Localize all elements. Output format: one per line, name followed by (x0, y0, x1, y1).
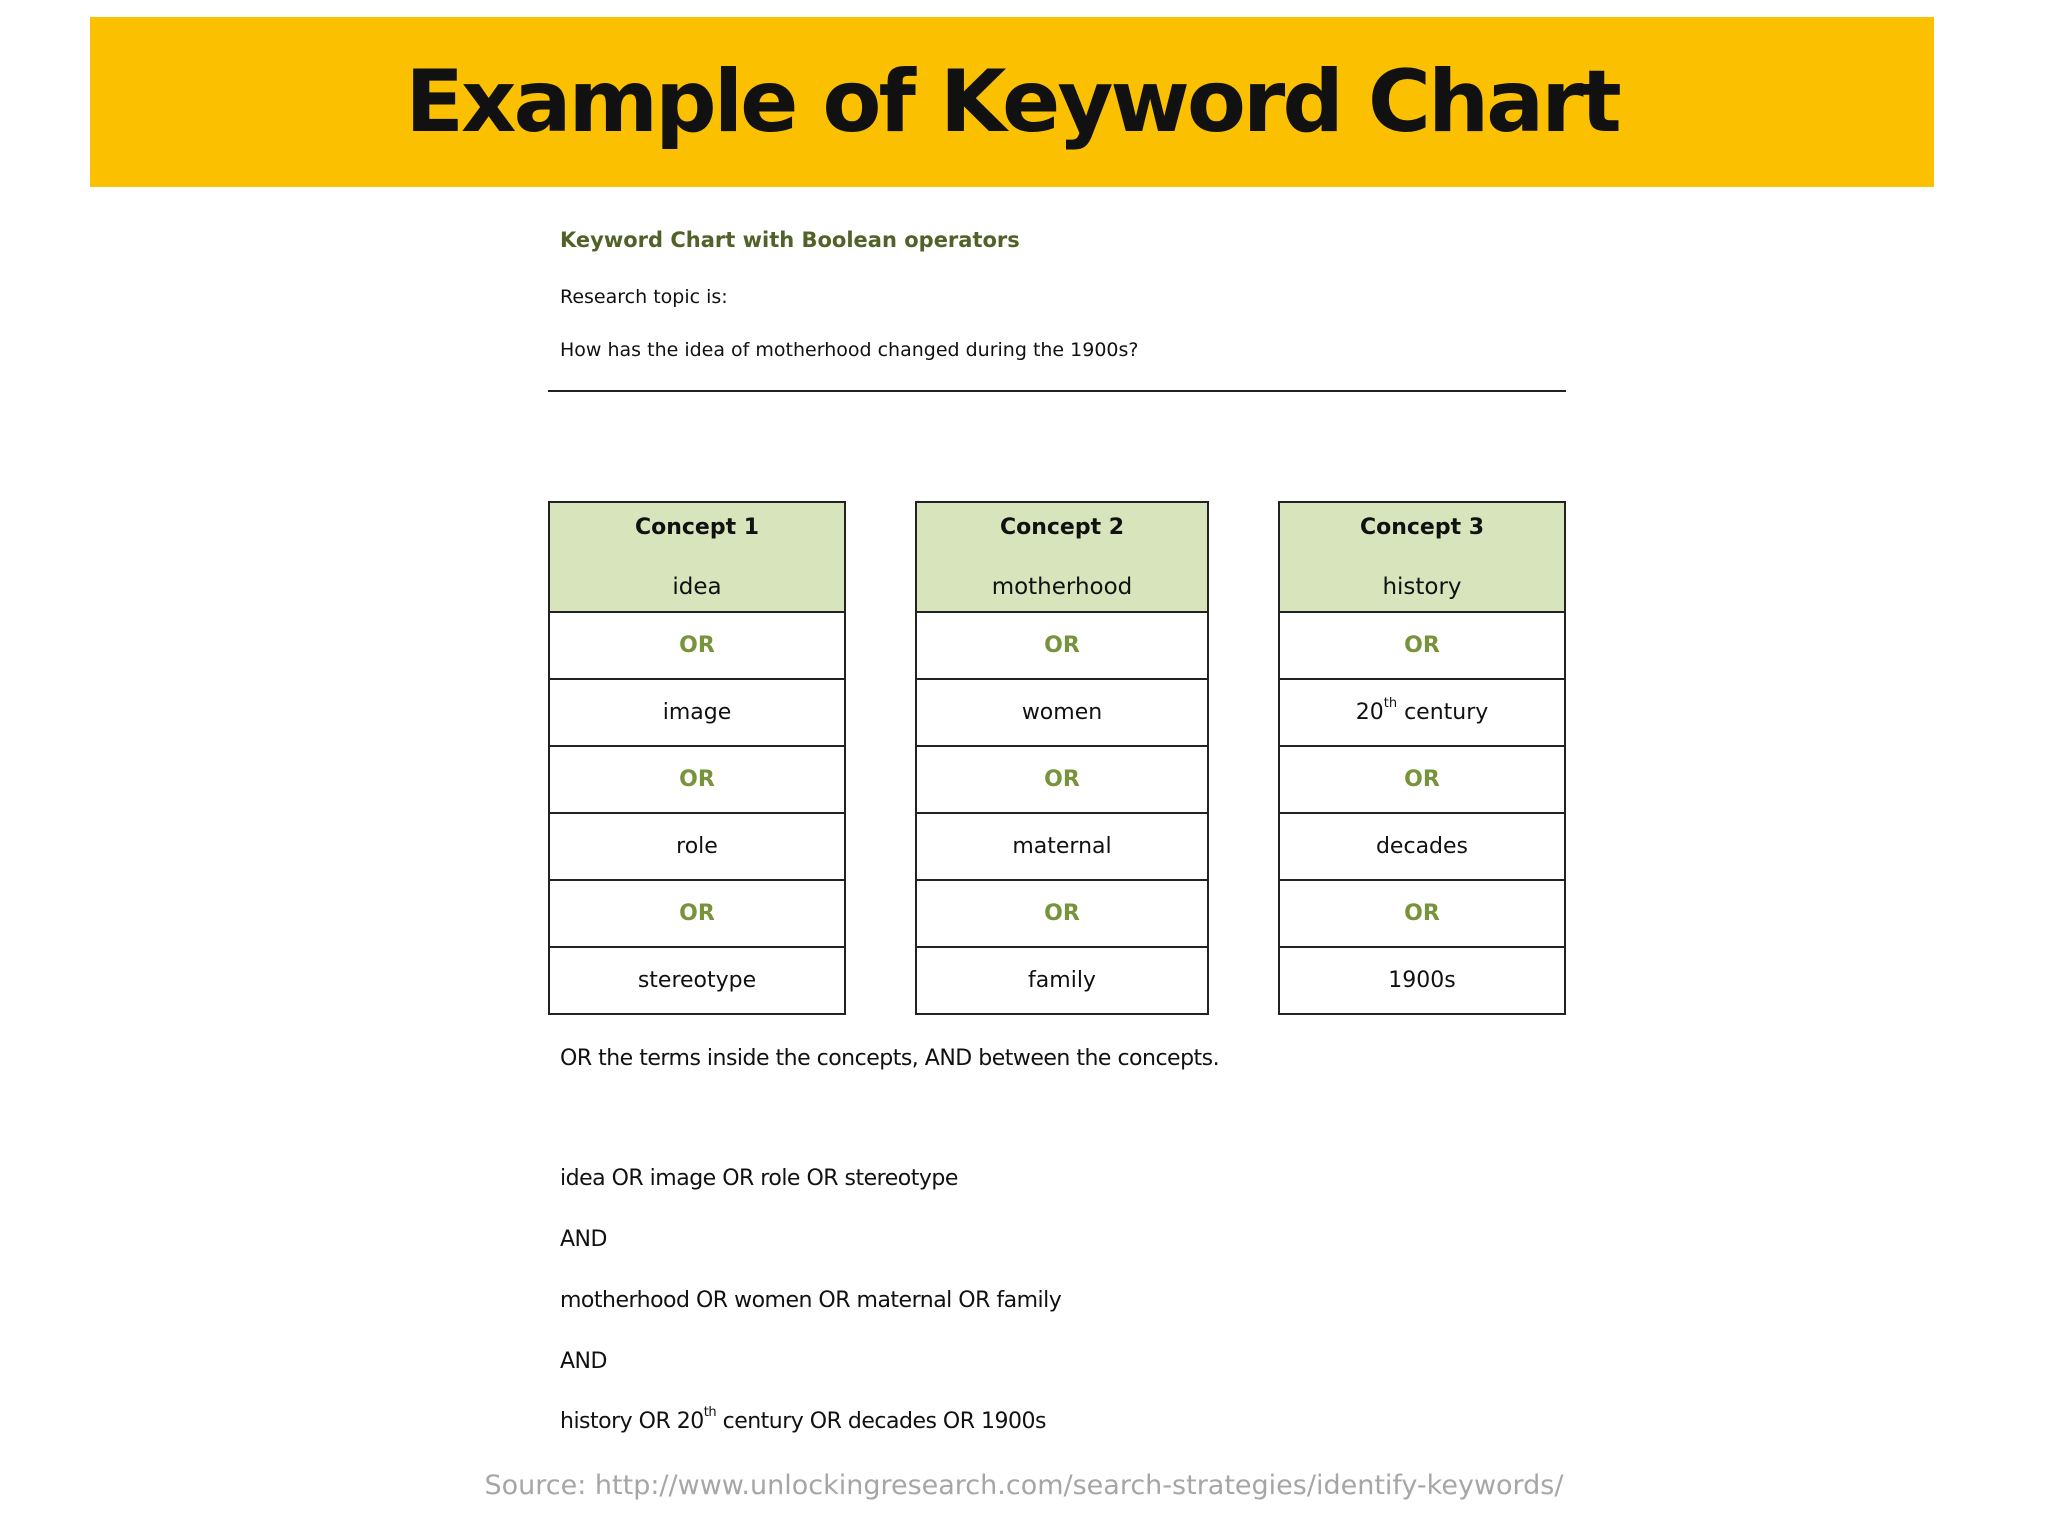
research-topic-label: Research topic is: (560, 286, 728, 308)
term-cell: maternal (916, 813, 1208, 880)
term-cell: women (916, 679, 1208, 746)
concept-2-table (915, 501, 1209, 1015)
query-and-2: AND (560, 1349, 607, 1374)
term-cell-20th-century (1279, 679, 1565, 746)
concept-3-header (1279, 502, 1565, 612)
query-line-3-end: century OR decades OR 1900s (716, 1409, 1046, 1434)
operator-cell: OR (916, 612, 1208, 679)
operator-cell: OR (1279, 612, 1565, 679)
query-line-3 (560, 1405, 1046, 1434)
instruction-text: OR the terms inside the concepts, AND between the concepts. (560, 1046, 1220, 1071)
term-number: 20 (1355, 700, 1384, 725)
operator-cell: OR (549, 746, 845, 813)
query-line-3-start: history OR 20 (560, 1409, 704, 1434)
ordinal-superscript: th (1383, 696, 1398, 711)
source-citation: Source: http://www.unlockingresearch.com/search-strategies/identify-keywords/ (484, 1470, 1564, 1501)
term-cell: family (916, 947, 1208, 1014)
query-line-2: motherhood OR women OR maternal OR family (560, 1288, 1062, 1313)
concept-1-heading: Concept 1 (634, 515, 760, 540)
ordinal-superscript: th (703, 1405, 717, 1420)
operator-cell: OR (916, 880, 1208, 947)
query-and-1: AND (560, 1227, 607, 1252)
slide-title: Example of Keyword Chart (405, 52, 1619, 152)
term-cell: 1900s (1279, 947, 1565, 1014)
concept-1-term: idea (672, 574, 722, 600)
term-word: century (1404, 700, 1489, 725)
operator-cell: OR (549, 612, 845, 679)
term-cell: stereotype (549, 947, 845, 1014)
term-cell: image (549, 679, 845, 746)
concept-2-header (916, 502, 1208, 612)
query-line-1: idea OR image OR role OR stereotype (560, 1166, 958, 1191)
horizontal-rule (548, 390, 1566, 392)
concept-2-term: motherhood (991, 574, 1133, 600)
concept-1-header (549, 502, 845, 612)
chart-subtitle: Keyword Chart with Boolean operators (560, 228, 1020, 252)
concept-3-heading: Concept 3 (1359, 515, 1485, 540)
research-question: How has the idea of motherhood changed during the 1900s? (560, 339, 1139, 361)
title-band (90, 17, 1934, 187)
operator-cell: OR (549, 880, 845, 947)
term-cell: role (549, 813, 845, 880)
operator-cell: OR (1279, 746, 1565, 813)
term-cell: decades (1279, 813, 1565, 880)
concept-3-table (1278, 501, 1566, 1015)
concept-3-term: history (1382, 574, 1462, 600)
concept-2-heading: Concept 2 (999, 515, 1125, 540)
operator-cell: OR (1279, 880, 1565, 947)
operator-cell: OR (916, 746, 1208, 813)
concept-1-table (548, 501, 846, 1015)
